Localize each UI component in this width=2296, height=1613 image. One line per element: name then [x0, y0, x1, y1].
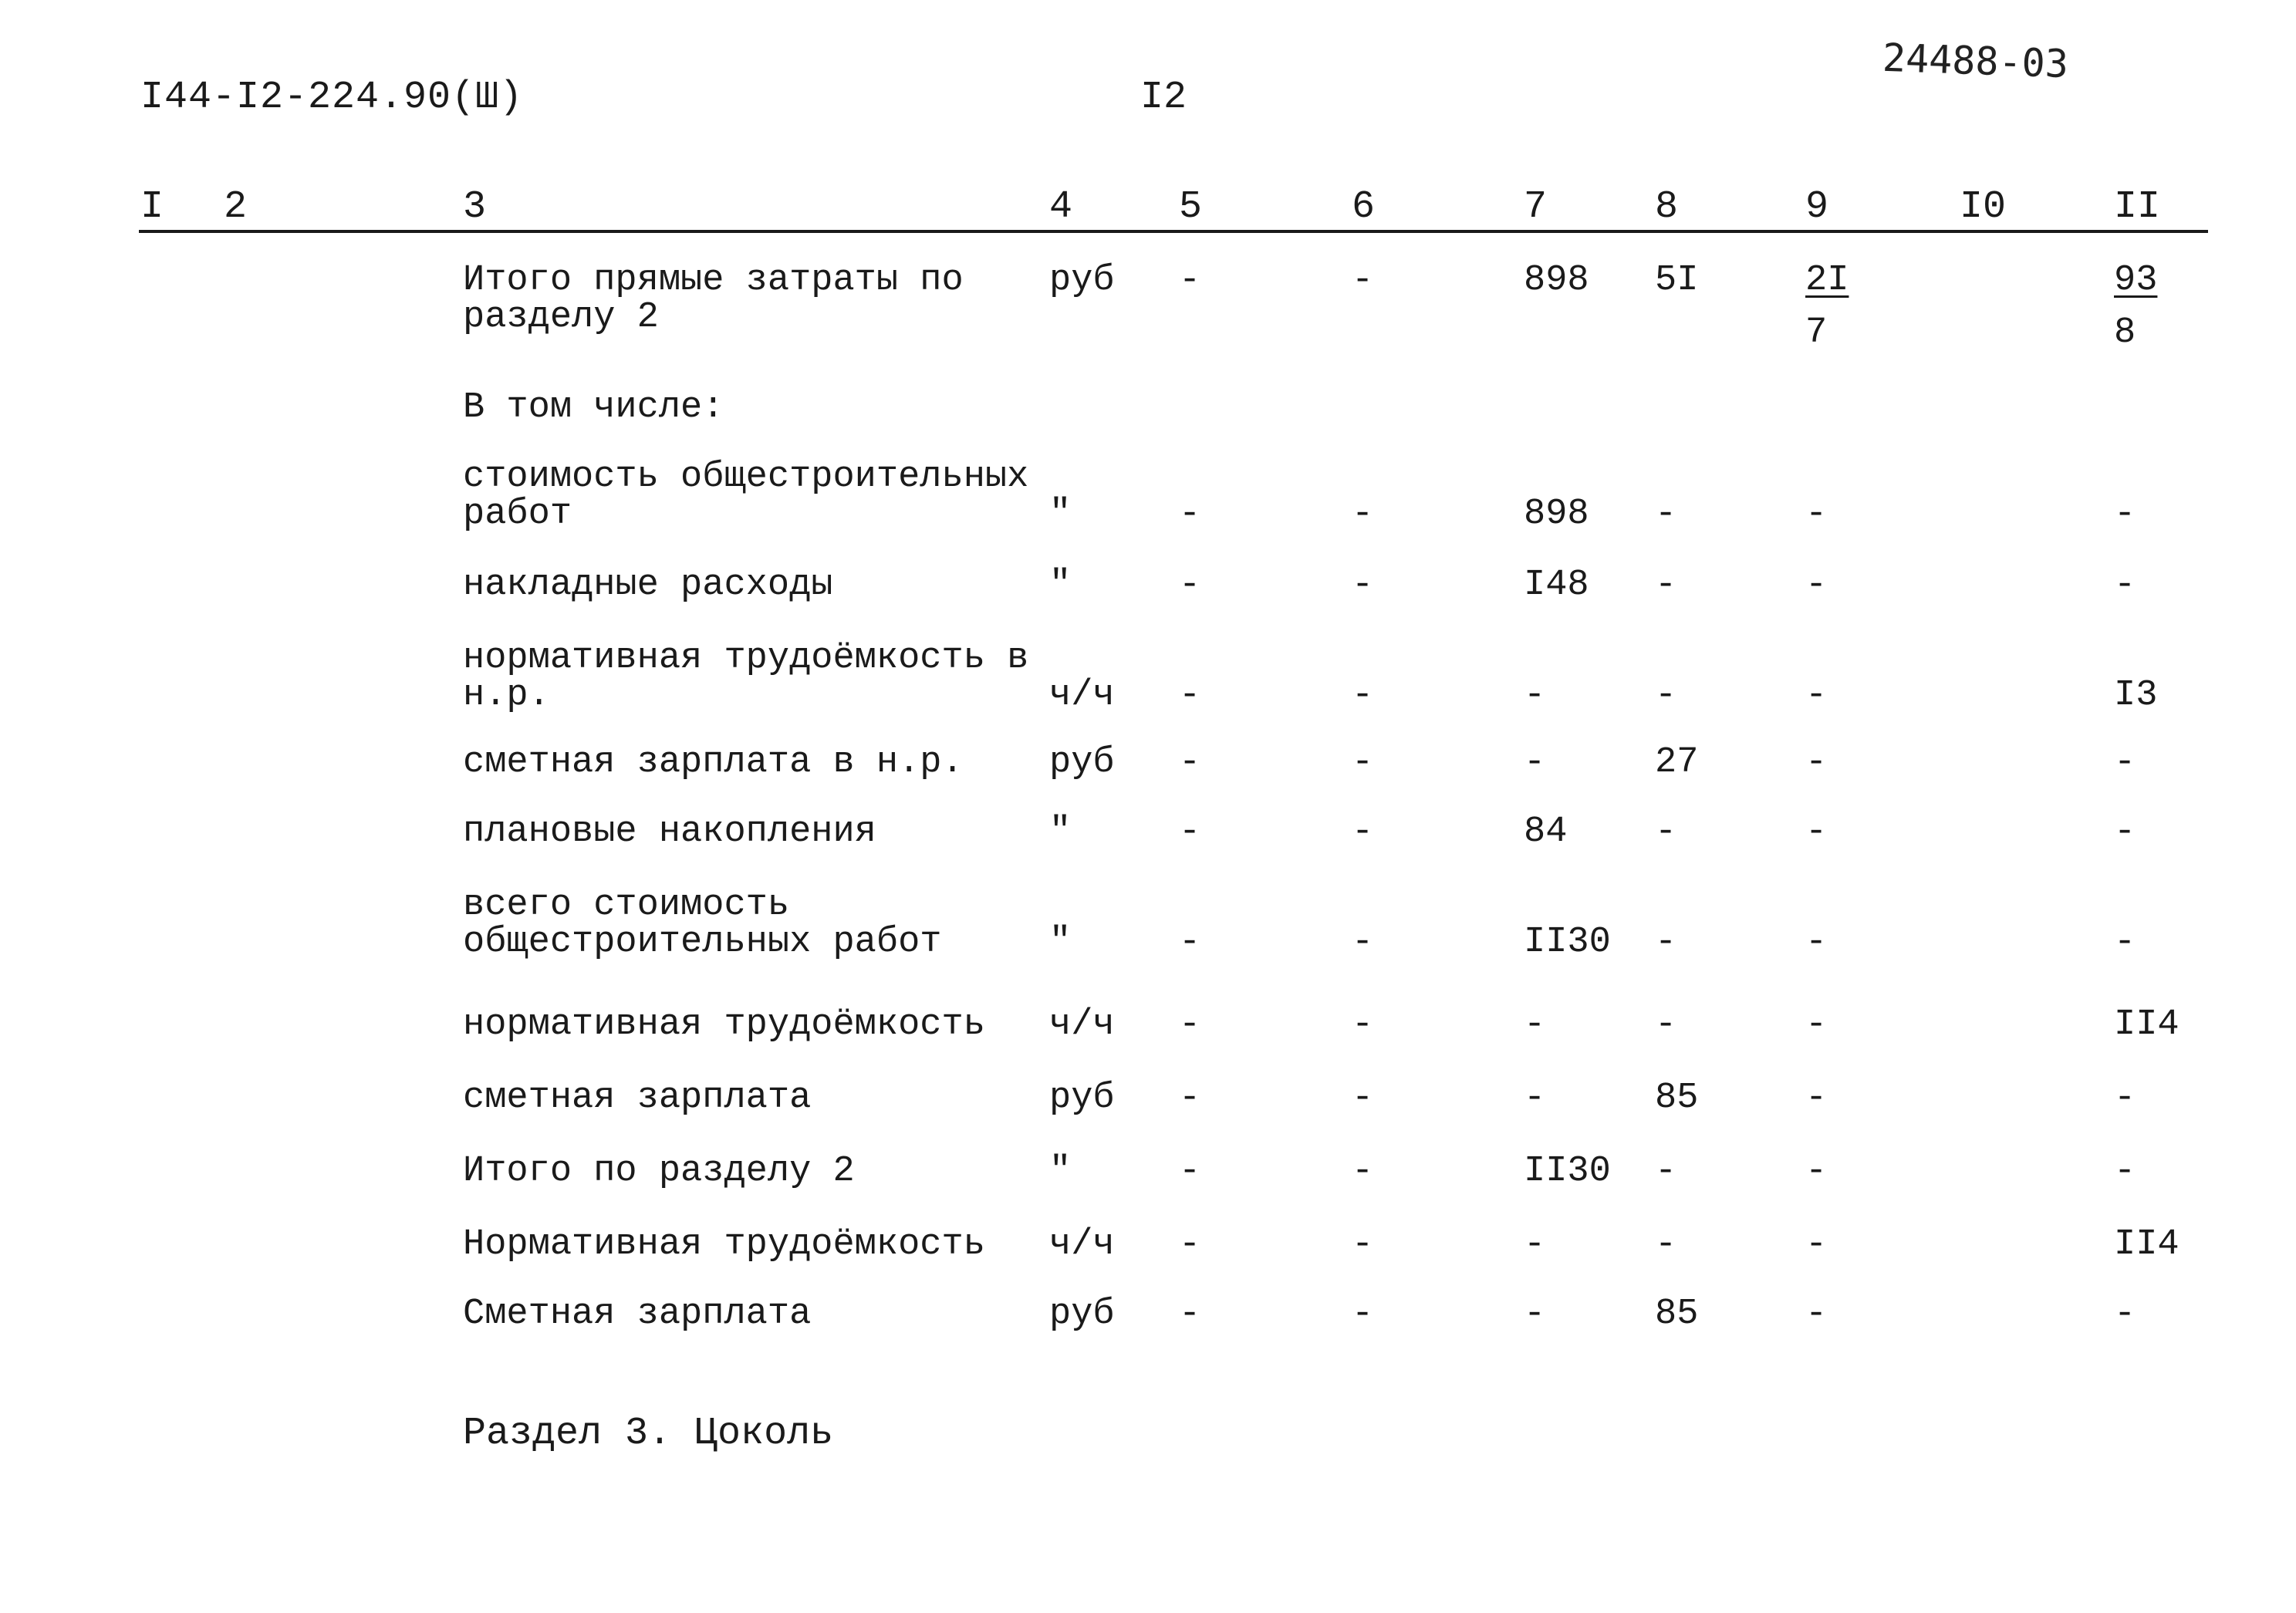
value-cell: -: [1352, 1004, 1374, 1045]
unit-cell: ": [1049, 565, 1072, 606]
value-cell: 898: [1524, 260, 1589, 301]
value-cell: -: [1805, 922, 1828, 963]
fraction-numerator: 2I: [1805, 260, 1849, 301]
value-cell: -: [1179, 742, 1201, 783]
value-cell: -: [1352, 1294, 1374, 1335]
value-cell: I3: [2114, 675, 2158, 716]
value-cell: 84: [1524, 812, 1568, 852]
row-description: Итого прямые затраты по разделу 2: [463, 260, 964, 338]
value-cell: -: [1805, 1078, 1828, 1119]
value-cell: -: [1805, 1224, 1828, 1265]
value-cell: -: [1179, 1224, 1201, 1265]
value-cell: -: [1805, 742, 1828, 783]
value-cell: II4: [2114, 1004, 2180, 1045]
value-cell: -: [1805, 565, 1828, 606]
value-cell: -: [1655, 675, 1677, 716]
row-description: сметная зарплата: [463, 1078, 812, 1119]
column-header: 8: [1655, 185, 1679, 229]
value-cell: -: [1655, 812, 1677, 852]
value-cell: -: [1524, 1294, 1546, 1335]
archive-number-handwritten: 24488-03: [1882, 35, 2069, 87]
value-cell: -: [1352, 1151, 1374, 1192]
value-cell: 27: [1655, 742, 1699, 783]
value-cell: -: [2114, 494, 2136, 535]
unit-cell: ч/ч: [1049, 675, 1115, 716]
column-header: 2: [224, 185, 248, 229]
unit-cell: ч/ч: [1049, 1224, 1115, 1265]
value-cell: -: [1352, 922, 1374, 963]
value-cell: -: [1352, 565, 1374, 606]
value-cell: 85: [1655, 1294, 1699, 1335]
value-cell: I48: [1524, 565, 1589, 606]
row-description: нормативная трудоёмкость: [463, 1004, 985, 1045]
header-rule: [139, 230, 2208, 233]
next-section-title: Раздел 3. Цоколь: [463, 1412, 834, 1456]
value-cell: -: [1655, 922, 1677, 963]
value-cell: -: [1524, 1004, 1546, 1045]
value-cell: -: [1179, 494, 1201, 535]
value-cell: -: [1655, 1224, 1677, 1265]
value-cell: 898: [1524, 494, 1589, 535]
value-cell: -: [1805, 1004, 1828, 1045]
document-code: I44-I2-224.90(Ш): [140, 76, 524, 120]
column-header: 4: [1049, 185, 1073, 229]
value-cell: -: [1179, 1078, 1201, 1119]
column-header: 5: [1179, 185, 1203, 229]
value-cell: -: [1352, 260, 1374, 301]
fraction-denominator: 7: [1805, 312, 1828, 353]
row-description: Сметная зарплата: [463, 1294, 812, 1335]
value-cell: -: [2114, 565, 2136, 606]
value-cell: -: [1524, 675, 1546, 716]
value-cell: -: [1524, 1224, 1546, 1265]
column-header: I: [140, 185, 164, 229]
row-description: Итого по разделу 2: [463, 1151, 855, 1192]
row-description: всего стоимость общестроительных работ: [463, 885, 942, 963]
value-cell: -: [1179, 1004, 1201, 1045]
unit-cell: руб: [1049, 1294, 1115, 1335]
value-cell: -: [1179, 812, 1201, 852]
value-cell: -: [2114, 812, 2136, 852]
fraction-denominator: 8: [2114, 312, 2136, 353]
row-description: В том числе:: [463, 387, 724, 428]
value-cell: -: [1179, 1294, 1201, 1335]
value-cell: -: [2114, 922, 2136, 963]
value-cell: -: [1179, 1151, 1201, 1192]
value-cell: -: [1352, 1078, 1374, 1119]
column-header: 9: [1805, 185, 1829, 229]
unit-cell: ": [1049, 1151, 1072, 1192]
value-cell: -: [1655, 1004, 1677, 1045]
row-description: накладные расходы: [463, 565, 833, 606]
value-cell: -: [1655, 1151, 1677, 1192]
page-number: I2: [1140, 76, 1187, 120]
value-cell: -: [2114, 742, 2136, 783]
value-cell: II4: [2114, 1224, 2180, 1265]
unit-cell: руб: [1049, 742, 1115, 783]
value-cell: -: [1179, 675, 1201, 716]
value-cell: -: [2114, 1294, 2136, 1335]
row-description: нормативная трудоёмкость в н.р.: [463, 638, 1029, 716]
row-description: стоимость общестроительных работ: [463, 457, 1029, 535]
row-description: плановые накопления: [463, 812, 876, 852]
column-header: 7: [1524, 185, 1548, 229]
unit-cell: ": [1049, 494, 1072, 535]
value-cell: -: [1352, 494, 1374, 535]
column-header: II: [2114, 185, 2161, 229]
value-cell: -: [1805, 1294, 1828, 1335]
fraction-numerator: 93: [2114, 260, 2158, 301]
value-cell: II30: [1524, 922, 1611, 963]
value-cell: -: [1179, 565, 1201, 606]
row-description: сметная зарплата в н.р.: [463, 742, 964, 783]
value-cell: -: [1805, 812, 1828, 852]
column-header: 3: [463, 185, 487, 229]
row-description: Нормативная трудоёмкость: [463, 1224, 985, 1265]
unit-cell: ч/ч: [1049, 1004, 1115, 1045]
unit-cell: ": [1049, 812, 1072, 852]
value-cell: -: [1524, 1078, 1546, 1119]
unit-cell: ": [1049, 922, 1072, 963]
value-cell: -: [1179, 260, 1201, 301]
value-cell: -: [1805, 675, 1828, 716]
value-cell: -: [1179, 922, 1201, 963]
value-cell: -: [1805, 1151, 1828, 1192]
column-header: 6: [1352, 185, 1376, 229]
value-cell: -: [2114, 1151, 2136, 1192]
value-cell: -: [1352, 1224, 1374, 1265]
value-cell: -: [1524, 742, 1546, 783]
value-cell: 85: [1655, 1078, 1699, 1119]
value-cell: -: [1805, 494, 1828, 535]
value-cell: -: [1352, 812, 1374, 852]
value-cell: -: [1655, 565, 1677, 606]
value-cell: -: [1655, 494, 1677, 535]
value-cell: -: [1352, 675, 1374, 716]
value-cell: II30: [1524, 1151, 1611, 1192]
unit-cell: руб: [1049, 1078, 1115, 1119]
unit-cell: руб: [1049, 260, 1115, 301]
column-header: I0: [1960, 185, 2007, 229]
value-cell: -: [1352, 742, 1374, 783]
value-cell: -: [2114, 1078, 2136, 1119]
value-cell: 5I: [1655, 260, 1699, 301]
